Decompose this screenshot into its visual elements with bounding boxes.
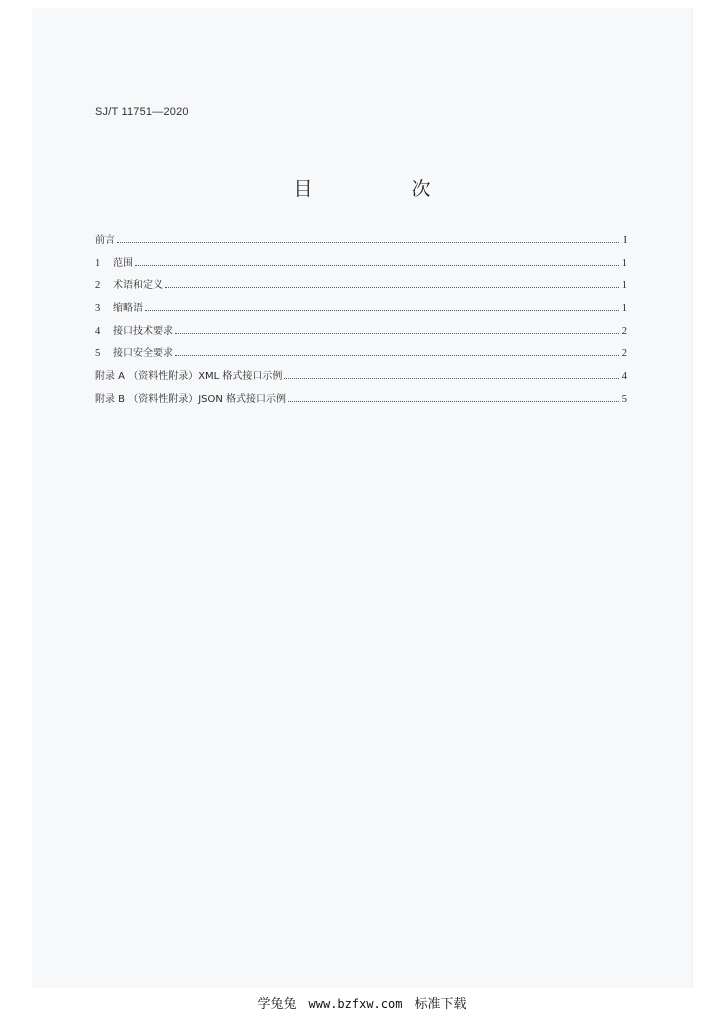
toc-entry-page: 1 (621, 257, 627, 269)
document-page (32, 8, 693, 988)
toc-entry-foreword[interactable] (95, 231, 627, 254)
toc-entry-label: 附录 B （资料性附录）JSON 格式接口示例 (95, 393, 287, 405)
toc-leader-dots (145, 310, 619, 311)
toc-entry-label: 附录 A （资料性附录）XML 格式接口示例 (95, 371, 283, 383)
toc-entry-page: 2 (621, 348, 627, 360)
toc-entry-page: 5 (621, 393, 627, 405)
toc-entry-label: 接口技术要求 (113, 325, 173, 337)
footer-watermark (0, 993, 724, 1012)
toc-entry-label: 缩略语 (113, 303, 143, 315)
toc-leader-dots (175, 355, 619, 356)
toc-entry-interface-security[interactable] (95, 344, 627, 367)
toc-entry-number: 4 (95, 325, 101, 337)
toc-entry-label: 前言 (95, 235, 115, 246)
toc-entry-page: I (623, 235, 627, 246)
table-of-contents (95, 231, 627, 413)
footer-tagline: 标准下载 (414, 997, 467, 1012)
toc-entry-annex-a[interactable] (95, 367, 627, 390)
toc-leader-dots (135, 265, 619, 266)
toc-title: 目 次 (293, 178, 471, 200)
toc-leader-dots (175, 333, 619, 334)
footer-url-link[interactable]: www.bzfxw.com (308, 997, 403, 1011)
standard-id: SJ/T 11751—2020 (95, 106, 189, 118)
toc-leader-dots (165, 287, 619, 288)
footer-site-name: 学兔兔 (257, 997, 297, 1012)
toc-entry-page: 4 (621, 371, 627, 383)
toc-entry-annex-b[interactable] (95, 390, 627, 413)
toc-entry-page: 1 (621, 280, 627, 292)
toc-entry-number: 1 (95, 257, 101, 269)
toc-entry-number: 5 (95, 348, 101, 360)
toc-entry-scope[interactable] (95, 254, 627, 277)
toc-entry-number: 2 (95, 280, 101, 292)
toc-leader-dots (288, 401, 619, 402)
toc-entry-label: 范围 (113, 257, 133, 269)
toc-entry-page: 1 (621, 303, 627, 315)
toc-entry-label: 接口安全要求 (113, 348, 173, 360)
toc-entry-abbreviations[interactable] (95, 299, 627, 322)
toc-entry-terms[interactable] (95, 276, 627, 299)
toc-entry-page: 2 (621, 325, 627, 337)
toc-entry-label: 术语和定义 (113, 280, 163, 292)
toc-leader-dots (284, 378, 619, 379)
toc-entry-interface-tech[interactable] (95, 322, 627, 345)
toc-leader-dots (117, 242, 619, 243)
toc-entry-number: 3 (95, 303, 101, 315)
